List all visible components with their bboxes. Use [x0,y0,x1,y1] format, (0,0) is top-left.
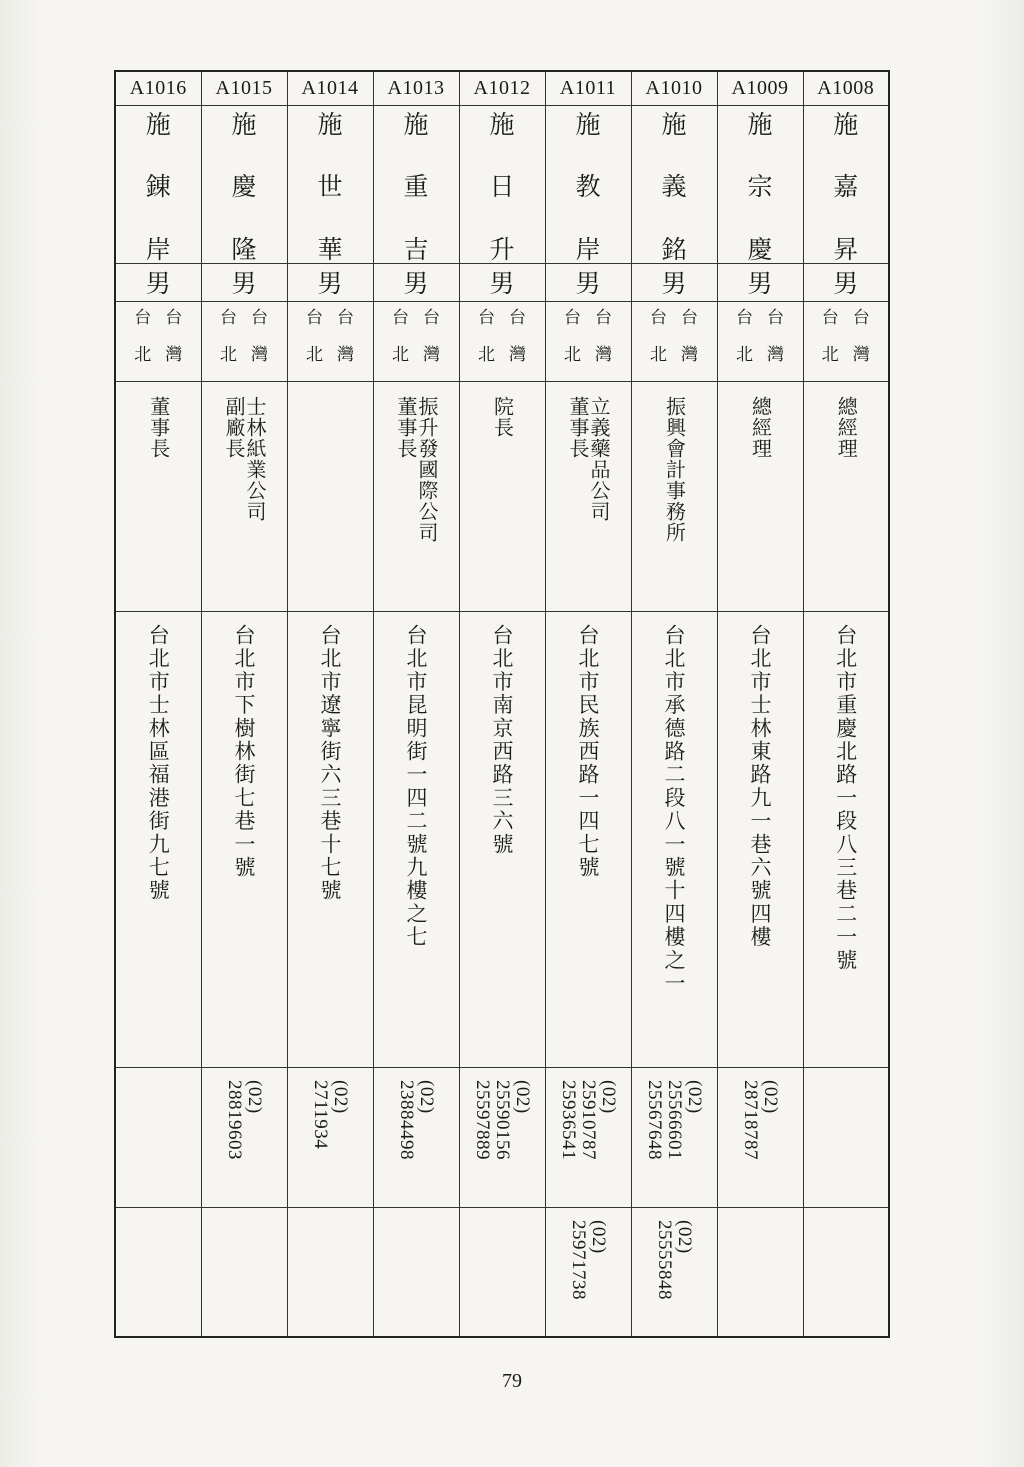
member-id: A1015 [201,71,287,105]
address-text: 台北市民族西路一四七號 [576,623,600,879]
name-char: 錬 [145,172,171,201]
member-title [545,381,631,611]
member-address [373,611,459,1067]
nationality-char: 北 [736,344,753,365]
nationality-char: 台 [306,307,323,328]
member-phone-secondary [373,1207,459,1337]
nationality-char: 北 [220,344,237,365]
member-phone [287,1067,373,1207]
member-name [201,105,287,263]
nationality-char: 灣 [251,344,268,365]
title-line: 副廠長 [222,395,246,459]
member-gender: 男 [545,263,631,301]
address-text: 台北市重慶北路一段八三巷二一號 [833,623,858,972]
member-address [545,611,631,1067]
member-roster-table [114,70,890,1338]
nationality-char: 台 [821,307,839,328]
member-address [287,611,373,1067]
phone-line: 25971738 [568,1219,589,1300]
nationality-char: 灣 [165,344,183,365]
member-nationality [115,301,201,381]
name-char: 隆 [231,234,257,263]
name-char: 教 [575,172,601,201]
member-address [803,611,889,1067]
member-gender: 男 [115,263,201,301]
member-id: A1011 [545,71,631,105]
member-name [115,105,201,263]
title-line: 振升發國際公司 [415,395,439,543]
name-char: 義 [661,172,687,201]
title-line: 院長 [490,395,515,438]
page-number: 79 [502,1370,522,1392]
nationality-row [115,301,889,381]
member-address [115,611,201,1067]
phone-row [115,1067,889,1207]
member-phone [545,1067,631,1207]
member-phone-secondary [115,1207,201,1337]
member-address [459,611,545,1067]
nationality-char: 灣 [767,344,784,365]
member-name [545,105,631,263]
name-char: 銘 [661,234,687,263]
phone-line: 25910787 [578,1079,599,1160]
member-address [717,611,803,1067]
name-char: 施 [489,109,515,139]
member-nationality [631,301,717,381]
nationality-char: 台 [134,307,152,328]
member-id: A1008 [803,71,889,105]
member-phone-secondary [287,1207,373,1337]
nationality-char: 台 [564,307,581,328]
member-gender: 男 [803,263,889,301]
member-nationality [459,301,545,381]
title-line: 振興會計事務所 [662,395,687,543]
member-address [631,611,717,1067]
phone-line: 25597889 [472,1079,493,1160]
nationality-char: 灣 [681,344,698,365]
member-phone [631,1067,717,1207]
nationality-char: 台 [509,307,526,328]
id-row [115,71,889,105]
member-phone [717,1067,803,1207]
nationality-char: 北 [306,344,323,365]
name-char: 施 [833,109,859,139]
nationality-char: 北 [564,344,581,365]
address-text: 台北市南京西路三六號 [490,623,514,856]
name-char: 施 [575,109,601,139]
phone-line: (02) [598,1079,619,1114]
title-line: 士林紙業公司 [243,395,267,522]
address-text: 台北市昆明街一四二號九樓之七 [404,623,428,949]
member-title [201,381,287,611]
member-id: A1016 [115,71,201,105]
phone-line: 23884498 [396,1079,417,1160]
title-row [115,381,889,611]
member-phone [803,1067,889,1207]
nationality-char: 北 [821,344,839,365]
nationality-char: 台 [650,307,667,328]
member-id: A1010 [631,71,717,105]
name-char: 岸 [575,234,601,263]
address-text: 台北市士林東路九一巷六號四樓 [748,623,772,949]
phone-line: (02) [684,1079,705,1114]
member-gender: 男 [631,263,717,301]
member-phone [459,1067,545,1207]
phone-line: 28718787 [740,1079,761,1160]
name-char: 重 [403,172,429,201]
member-id: A1013 [373,71,459,105]
phone-line: 25566601 [664,1079,685,1160]
address-text: 台北市承德路二段八一號十四樓之一 [662,623,686,995]
name-char: 慶 [747,234,773,263]
phone-line: (02) [416,1079,437,1114]
nationality-char: 台 [595,307,612,328]
nationality-char: 台 [392,307,409,328]
phone-line: (02) [760,1079,781,1114]
nationality-char: 北 [478,344,495,365]
name-char: 世 [317,172,343,201]
phone-line: (02) [330,1079,351,1114]
member-phone [373,1067,459,1207]
name-row [115,105,889,263]
member-phone-secondary [201,1207,287,1337]
phone-line: (02) [588,1219,609,1254]
member-name [287,105,373,263]
title-line: 董事長 [146,395,171,459]
name-char: 日 [489,172,515,201]
member-gender: 男 [717,263,803,301]
title-line: 立義藥品公司 [587,395,611,522]
nationality-char: 台 [681,307,698,328]
phone-line: 2711934 [310,1079,331,1149]
nationality-char: 北 [650,344,667,365]
address-row [115,611,889,1067]
nationality-char: 台 [423,307,440,328]
member-name [717,105,803,263]
member-phone-secondary [545,1207,631,1337]
nationality-char: 北 [134,344,152,365]
member-nationality [545,301,631,381]
member-name [459,105,545,263]
member-phone [201,1067,287,1207]
member-id: A1009 [717,71,803,105]
member-gender: 男 [459,263,545,301]
name-char: 施 [661,109,687,139]
member-title [803,381,889,611]
name-char: 施 [403,109,429,139]
name-char: 施 [317,109,343,139]
member-title [459,381,545,611]
member-nationality [373,301,459,381]
name-char: 嘉 [833,172,859,201]
phone-secondary-row [115,1207,889,1337]
phone-line: (02) [244,1079,265,1114]
name-char: 吉 [403,234,429,263]
phone-line: (02) [674,1219,695,1254]
member-gender: 男 [373,263,459,301]
nationality-char: 台 [220,307,237,328]
member-nationality [287,301,373,381]
name-char: 宗 [747,172,773,201]
phone-line: 25555848 [654,1219,675,1300]
phone-line: 25590156 [492,1079,513,1160]
name-char: 升 [489,234,515,263]
member-gender: 男 [287,263,373,301]
nationality-char: 灣 [509,344,526,365]
member-name [373,105,459,263]
title-line: 董事長 [394,395,418,459]
address-text: 台北市遼寧街六三巷十七號 [318,623,342,902]
member-title [631,381,717,611]
nationality-char: 台 [478,307,495,328]
title-line: 總經理 [834,395,859,459]
member-nationality [717,301,803,381]
name-char: 昇 [833,234,859,263]
member-nationality [201,301,287,381]
member-name [803,105,889,263]
member-gender: 男 [201,263,287,301]
address-text: 台北市下樹林街七巷一號 [232,623,256,879]
member-nationality [803,301,889,381]
nationality-char: 台 [736,307,753,328]
nationality-char: 台 [165,307,183,328]
phone-line: 25567648 [644,1079,665,1160]
nationality-char: 灣 [852,344,870,365]
phone-line: (02) [512,1079,533,1114]
nationality-char: 台 [251,307,268,328]
member-id: A1014 [287,71,373,105]
nationality-char: 北 [392,344,409,365]
address-text: 台北市士林區福港街九七號 [146,623,171,902]
member-name [631,105,717,263]
member-address [201,611,287,1067]
member-title [287,381,373,611]
nationality-char: 台 [337,307,354,328]
member-phone-secondary [717,1207,803,1337]
name-char: 岸 [145,234,171,263]
member-phone-secondary [459,1207,545,1337]
title-line: 董事長 [566,395,590,459]
title-line: 總經理 [748,395,773,459]
nationality-char: 灣 [595,344,612,365]
member-title [115,381,201,611]
gender-row [115,263,889,301]
name-char: 華 [317,234,343,263]
member-phone-secondary [631,1207,717,1337]
member-title [373,381,459,611]
nationality-char: 灣 [337,344,354,365]
phone-line: 25936541 [558,1079,579,1160]
nationality-char: 台 [852,307,870,328]
nationality-char: 灣 [423,344,440,365]
phone-line: 2881960З [224,1079,245,1160]
member-title [717,381,803,611]
member-id: A1012 [459,71,545,105]
nationality-char: 台 [767,307,784,328]
name-char: 施 [145,109,171,139]
name-char: 施 [231,109,257,139]
member-phone [115,1067,201,1207]
name-char: 慶 [231,172,257,201]
name-char: 施 [747,109,773,139]
member-phone-secondary [803,1207,889,1337]
